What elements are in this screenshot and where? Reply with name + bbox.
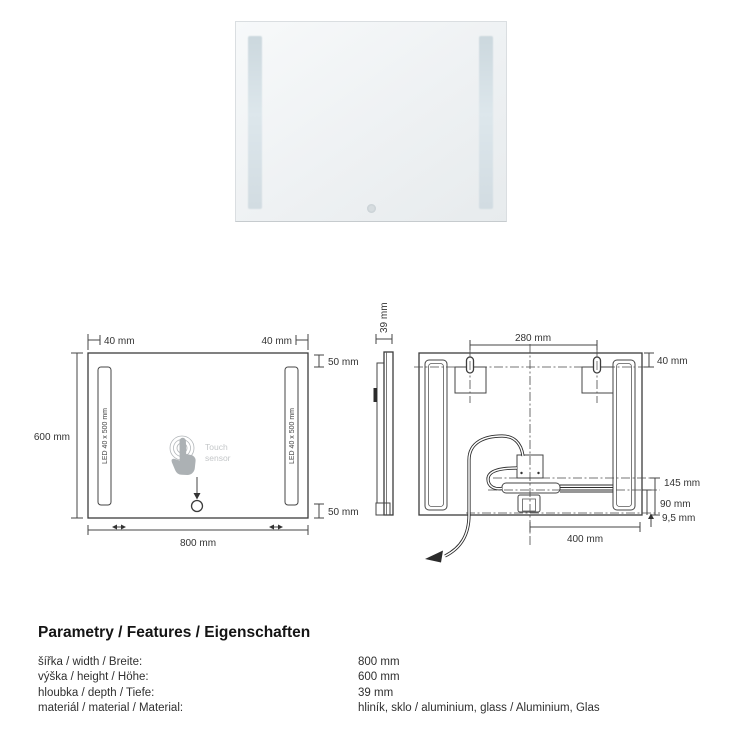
touch-label-line2: sensor (205, 453, 231, 463)
dim-top-right-line (296, 334, 308, 350)
sensor-circle (192, 501, 203, 512)
param-label: výška / height / Höhe: (38, 671, 149, 684)
param-label: materiál / material / Material: (38, 702, 184, 715)
dim-half-width-label: 400 mm (566, 534, 604, 545)
dim-depth-line (376, 334, 392, 344)
dim-right-bottom-label: 50 mm (328, 507, 359, 518)
param-row-width (38, 655, 708, 670)
product-photo (235, 21, 507, 222)
parameters-heading: Parametry / Features / Eigenschaften (38, 624, 311, 641)
side-back-frame (377, 363, 384, 503)
param-label: hloubka / depth / Tiefe: (38, 686, 155, 699)
front-view-drawing (30, 300, 365, 562)
side-wall-clip (374, 388, 378, 402)
dim-right-bottom-line (314, 504, 324, 518)
param-value: 39 mm (358, 686, 394, 699)
dim-width-label: 800 mm (179, 538, 217, 549)
param-label: šířka / width / Breite: (38, 656, 143, 668)
dim-driver-bottom-line (650, 478, 660, 515)
dim-top-right-label: 40 mm (261, 336, 292, 347)
param-row-depth (38, 686, 708, 701)
led-strip-left-label: LED 40 x 500 mm (102, 407, 109, 465)
back-view-drawing (408, 328, 740, 620)
dim-width-line (88, 525, 308, 536)
led-strip-right-label: LED 40 x 500 mm (289, 407, 296, 465)
dim-top-offset-line (644, 353, 654, 367)
dim-height-line (71, 353, 83, 518)
dim-driver-bottom-label: 145 mm (664, 478, 701, 489)
dim-half-width-line (530, 522, 640, 532)
dim-right-top-line (314, 355, 324, 367)
dim-top-left-line (88, 334, 100, 350)
dim-height-label: 600 mm (33, 432, 70, 443)
dim-depth-label: 39 mm (379, 302, 390, 333)
param-row-height (38, 670, 708, 685)
side-view-drawing (360, 295, 410, 535)
led-strip-left-photo (248, 36, 262, 209)
dim-sensor-bottom-line (643, 490, 652, 515)
dim-top-left-label: 40 mm (104, 336, 135, 347)
dim-right-top-label: 50 mm (328, 357, 359, 368)
side-glass (384, 352, 393, 515)
dim-edge-gap-label: 9,5 mm (662, 513, 696, 524)
led-strip-right-photo (479, 36, 493, 209)
touch-label-line1: Touch (205, 442, 228, 452)
param-value: 800 mm (358, 656, 400, 668)
touch-sensor-dot (367, 204, 376, 213)
param-row-material (38, 701, 708, 716)
parameters-section (38, 624, 708, 717)
offset-arrow-left (112, 525, 126, 530)
back-outline (419, 353, 642, 515)
cable-plug-arrow (425, 551, 443, 563)
param-value: hliník, sklo / aluminium, glass / Aluminium, Glas (358, 702, 600, 715)
dim-top-offset-label: 40 mm (657, 356, 688, 367)
dim-edge-gap-line (648, 514, 654, 528)
dim-sensor-bottom-label: 90 mm (660, 499, 691, 510)
param-value: 600 mm (358, 671, 400, 684)
offset-arrow-right (269, 525, 283, 530)
dim-brackets-label: 280 mm (514, 333, 552, 344)
